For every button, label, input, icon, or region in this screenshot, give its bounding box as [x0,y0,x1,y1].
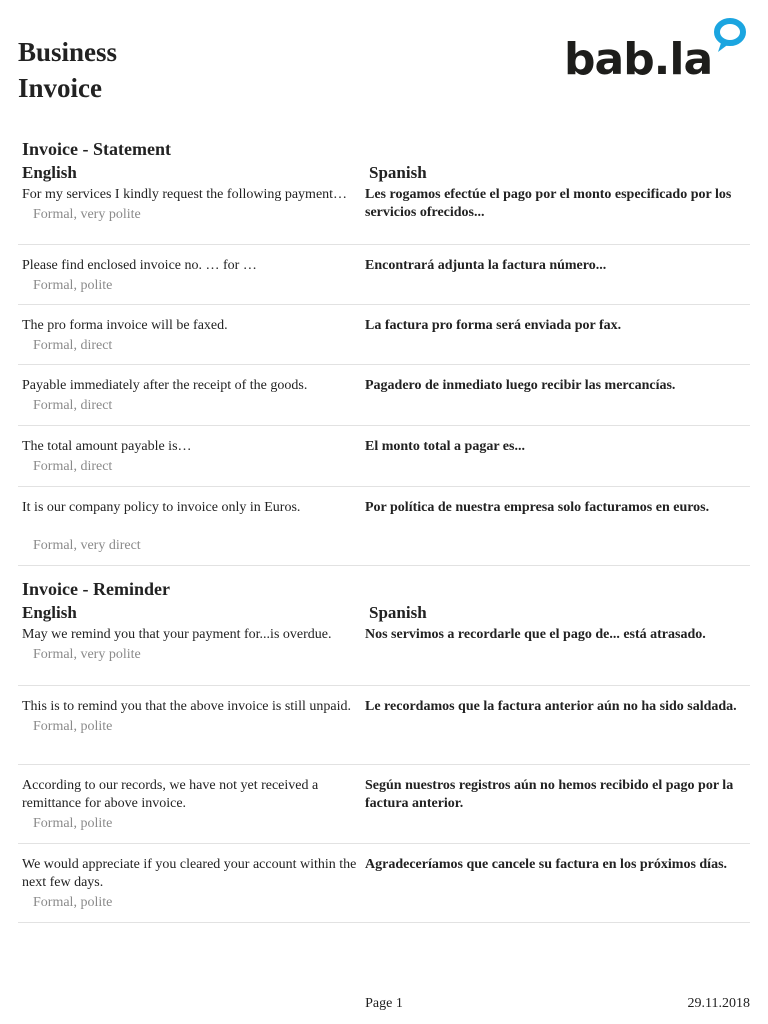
spanish-phrase: Encontrará adjunta la factura número... [365,258,607,273]
phrase-row [18,686,750,765]
register-label: Formal, very polite [33,647,141,662]
spanish-phrase: El monto total a pagar es... [365,439,525,454]
section-title: Invoice - Statement [22,139,171,159]
document-header [18,34,117,106]
register-label: Formal, very polite [33,207,141,222]
document-title-line2: Invoice [18,73,102,103]
spanish-phrase: Le recordamos que la factura anterior aún no ha sido saldada. [365,699,737,714]
page-number: Page 1 [365,996,403,1011]
register-label: Formal, direct [33,459,113,474]
spanish-phrase: Nos servimos a recordarle que el pago de... está atrasado. [365,627,706,642]
phrase-content [18,136,750,923]
register-label: Formal, direct [33,398,113,413]
logo-text: bab.la [564,34,713,80]
phrase-row [18,305,750,365]
english-phrase: May we remind you that your payment for...is overdue. [22,627,332,642]
spanish-phrase: Según nuestros registros aún no hemos recibido el pago por la factura anterior. [365,778,734,811]
register-label: Formal, polite [33,816,113,831]
column-header-english: English [22,603,77,622]
column-header-spanish: Spanish [369,163,427,182]
english-phrase: We would appreciate if you cleared your account within the next few days. [22,857,357,890]
english-phrase: It is our company policy to invoice only in Euros. [22,500,301,515]
english-phrase: For my services I kindly request the following payment… [22,187,348,202]
english-phrase: This is to remind you that the above invoice is still unpaid. [22,699,351,714]
section-title: Invoice - Reminder [22,579,170,599]
phrase-row [18,184,750,245]
spanish-phrase: Agradeceríamos que cancele su factura en los próximos días. [365,857,728,872]
register-label: Formal, polite [33,278,113,293]
english-phrase: The total amount payable is… [22,439,192,454]
phrase-row [18,245,750,305]
phrase-row [18,765,750,844]
register-label: Formal, polite [33,895,113,910]
babla-logo [564,16,750,80]
english-phrase: Payable immediately after the receipt of the goods. [22,378,308,393]
section-invoice-reminder [18,566,750,923]
register-label: Formal, very direct [33,538,141,553]
english-phrase: Please find enclosed invoice no. … for … [22,258,257,273]
column-headers [18,602,750,624]
english-phrase: The pro forma invoice will be faxed. [22,318,228,333]
document-title-line1: Business [18,37,118,67]
phrase-row [18,844,750,923]
register-label: Formal, direct [33,338,113,353]
register-label: Formal, polite [33,719,113,734]
spanish-phrase: Por política de nuestra empresa solo facturamos en euros. [365,500,710,515]
column-header-spanish: Spanish [369,603,427,622]
phrase-row [18,624,750,686]
column-headers [18,162,750,184]
spanish-phrase: La factura pro forma será enviada por fax. [365,318,622,333]
column-header-english: English [22,163,77,182]
phrase-row [18,365,750,426]
spanish-phrase: Pagadero de inmediato luego recibir las mercancías. [365,378,676,393]
phrase-row [18,487,750,566]
english-phrase: According to our records, we have not yet received a remittance for above invoice. [22,778,319,811]
document-date: 29.11.2018 [687,996,750,1011]
phrase-row [18,426,750,487]
speech-bubble-icon [717,21,743,52]
spanish-phrase: Les rogamos efectúe el pago por el monto especificado por los servicios ofrecidos... [365,187,732,220]
section-invoice-statement [18,136,750,566]
